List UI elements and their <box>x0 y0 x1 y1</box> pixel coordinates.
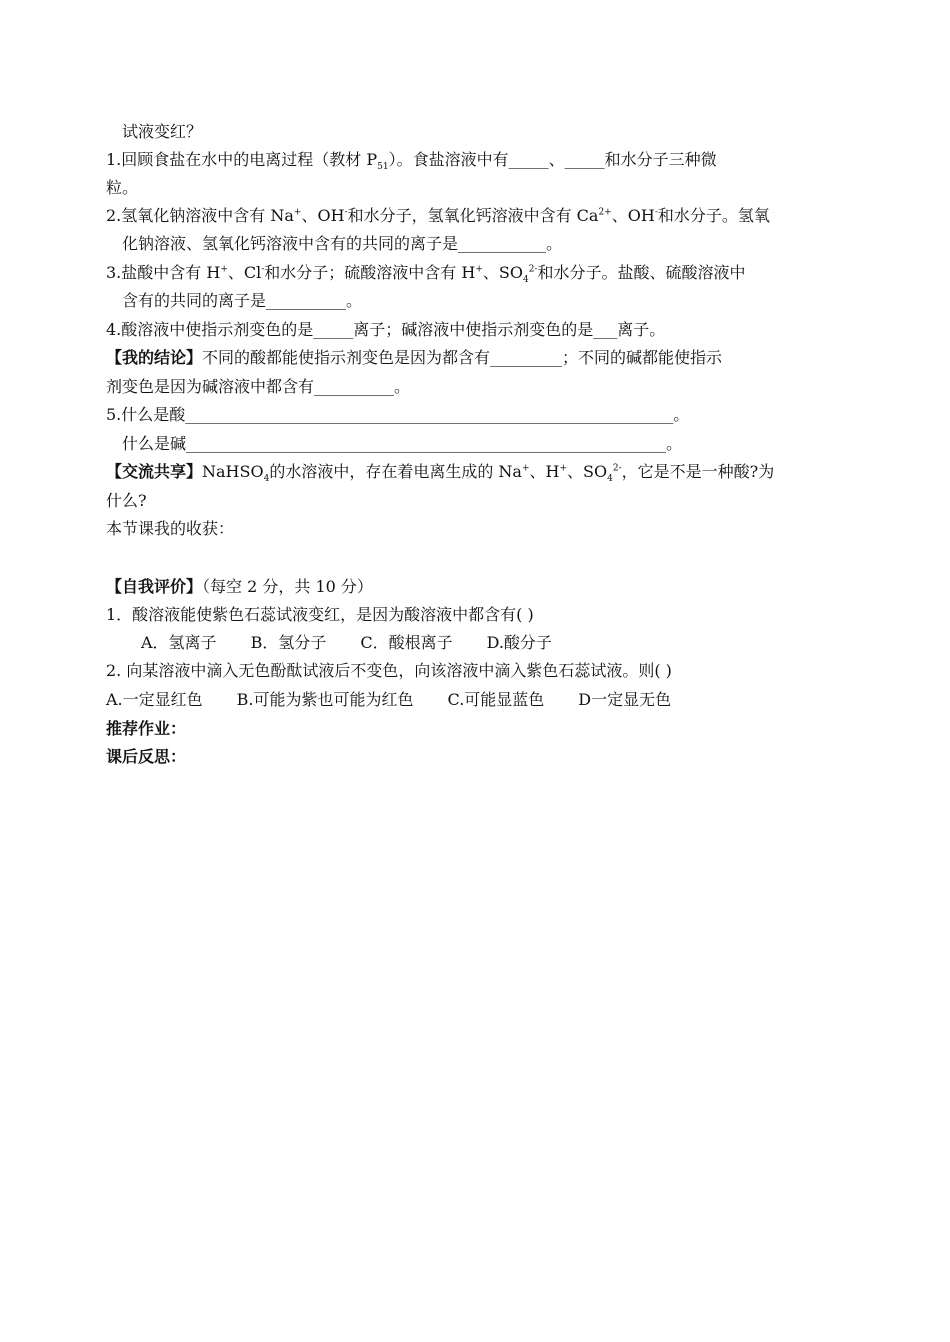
text: ）。食盐溶液中有_____、_____和水分子三种微 <box>388 150 717 169</box>
text: 、Cl <box>227 263 262 282</box>
text: 3.盐酸中含有 H <box>106 263 221 282</box>
line-q4 <box>106 319 866 341</box>
line-q1-cont <box>106 177 866 199</box>
line-reflection <box>106 746 866 768</box>
subscript: 51 <box>377 162 389 173</box>
text: 含有的共同的离子是__________。 <box>122 291 363 310</box>
text: 1.回顾食盐在水中的电离过程（教材 P <box>106 150 378 169</box>
option-b: B．氢分子 <box>250 633 327 652</box>
superscript: + <box>559 463 568 474</box>
text: 、SO <box>482 263 523 282</box>
superscript: - <box>261 264 265 275</box>
subscript: 4 <box>607 474 613 485</box>
section-heading: 【我的结论】 <box>106 348 203 367</box>
text: 什么是碱____________________________________________________________。 <box>122 434 683 453</box>
line-intro <box>122 121 882 143</box>
option-c: C．酸根离子 <box>360 633 453 652</box>
option-c: C.可能显蓝色 <box>447 690 545 709</box>
text: 、SO <box>567 462 608 481</box>
line-q3-cont <box>122 290 882 312</box>
text: 和水分子，氢氧化钙溶液中含有 Ca <box>347 206 599 225</box>
text: 和水分子；硫酸溶液中含有 H <box>264 263 476 282</box>
superscript: + <box>521 463 530 474</box>
text: 、H <box>529 462 560 481</box>
line-q5-base <box>122 433 882 455</box>
line-q2-cont <box>122 233 882 255</box>
text: NaHSO <box>202 462 264 481</box>
option-b: B.可能为紫也可能为红色 <box>236 690 414 709</box>
text: 1．酸溶液能使紫色石蕊试液变红，是因为酸溶液中都含有( ) <box>106 605 534 624</box>
text: 什么? <box>106 491 147 510</box>
text: 剂变色是因为碱溶液中都含有__________。 <box>106 377 411 396</box>
line-eval-q2 <box>106 660 866 682</box>
text: 和水分子。氢氧 <box>657 206 770 225</box>
text: 课后反思： <box>106 747 187 766</box>
text: 、OH <box>301 206 345 225</box>
line-eval-q1-options <box>141 632 901 654</box>
text: ，它是不是一种酸?为 <box>621 462 775 481</box>
line-q2 <box>106 205 866 227</box>
line-homework <box>106 718 866 740</box>
text: 推荐作业： <box>106 719 187 738</box>
line-q5-acid <box>106 404 866 426</box>
line-self-eval <box>106 576 866 598</box>
text: 本节课我的收获： <box>106 519 235 538</box>
section-heading: 【交流共享】 <box>106 462 203 481</box>
superscript: 2- <box>528 264 538 275</box>
line-harvest <box>106 518 866 540</box>
text: （每空 2 分，共 10 分） <box>202 577 373 596</box>
option-d: D一定显无色 <box>578 690 672 709</box>
text: 化钠溶液、氢氧化钙溶液中含有的共同的离子是___________。 <box>122 234 563 253</box>
text: 2.氢氧化钠溶液中含有 Na <box>106 206 294 225</box>
section-heading: 【自我评价】 <box>106 577 203 596</box>
line-q3 <box>106 262 866 284</box>
text: 4.酸溶液中使指示剂变色的是_____离子；碱溶液中使指示剂变色的是___离子。 <box>106 320 666 339</box>
line-share <box>106 461 866 483</box>
text: 和水分子。盐酸、硫酸溶液中 <box>537 263 746 282</box>
superscript: + <box>475 264 483 275</box>
text: 、OH <box>611 206 655 225</box>
text: 不同的酸都能使指示剂变色是因为都含有_________；不同的碱都能使指示 <box>202 348 723 367</box>
line-eval-q2-options <box>106 689 866 711</box>
text: 粒。 <box>106 178 139 197</box>
text: 5.什么是酸_____________________________________________________________。 <box>106 405 690 424</box>
option-a: A.一定显红色 <box>106 690 203 709</box>
option-d: D.酸分子 <box>486 633 552 652</box>
superscript: 2- <box>612 463 622 474</box>
line-conclusion-cont <box>106 376 866 398</box>
line-eval-q1 <box>106 604 866 626</box>
superscript: - <box>654 207 658 218</box>
text: 的水溶液中，存在着电离生成的 Na <box>269 462 522 481</box>
option-a: A．氢离子 <box>141 633 217 652</box>
subscript: 4 <box>522 275 529 286</box>
text: 试液变红？ <box>122 122 203 141</box>
superscript: 2+ <box>598 207 612 218</box>
text: 2. 向某溶液中滴入无色酚酞试液后不变色，向该溶液中滴入紫色石蕊试液。则( ) <box>106 661 672 680</box>
line-q1 <box>106 149 866 171</box>
superscript: - <box>344 207 348 218</box>
superscript: + <box>293 207 302 218</box>
line-share-cont <box>106 490 866 512</box>
superscript: + <box>220 264 228 275</box>
subscript: 4 <box>263 474 270 485</box>
line-conclusion <box>106 347 866 369</box>
